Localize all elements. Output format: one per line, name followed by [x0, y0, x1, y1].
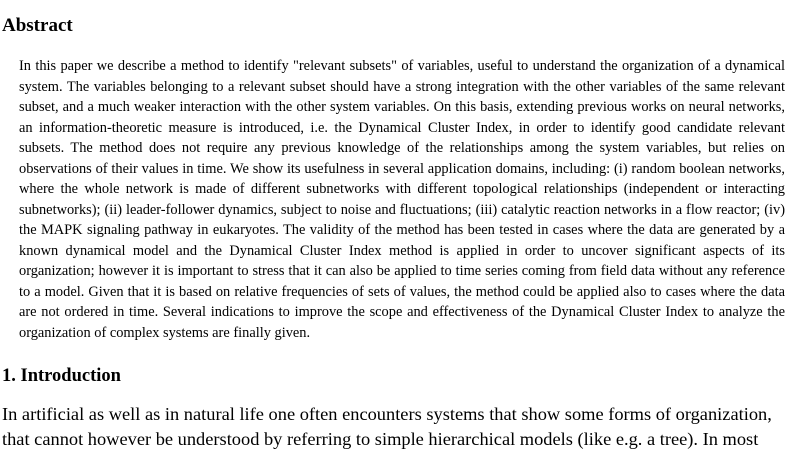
introduction-line: In artificial as well as in natural life one often encounters systems that show some forms of organization,	[2, 404, 772, 424]
introduction-heading: 1. Introduction	[2, 366, 121, 386]
introduction-line: that cannot however be understood by referring to simple hierarchical models (like e.g. a tree). In most	[2, 429, 759, 449]
abstract-text: In this paper we describe a method to identify "relevant subsets" of variables, useful to understand the organization of a dynamical system. The variables belonging to a relevant subset should have a strong integration with the other variables of the same relevant subset, and a much weaker interaction with the other system variables. On this basis, extending previous works on neural networks, an information-theoretic measure is introduced, i.e. the Dynamical Cluster Index, in order to identify good candidate relevant subsets. The method does not require any previous knowledge of the relationships among the system variables, but relies on observations of their values in time. We show its usefulness in several application domains, including: (i) random boolean networks, where the whole network is made of different subnetworks with different topological relationships (independent or interacting subnetworks); (ii) leader-follower dynamics, subject to noise and fluctuations; (iii) catalytic reaction networks in a flow reactor; (iv) the MAPK signaling pathway in eukaryotes. The validity of the method has been tested in cases where the data are generated by a known dynamical model and the Dynamical Cluster Index method is applied in order to uncover significant aspects of its organization; however it is important to stress that it can also be applied to time series coming from field data without any reference to a model. Given that it is based on relative frequencies of sets of values, the method could be applied also to cases where the data are not ordered in time. Several indications to improve the scope and effectiveness of the Dynamical Cluster Index to analyze the organization of complex systems are finally given.	[19, 58, 785, 341]
abstract-heading: Abstract	[2, 15, 73, 36]
introduction-text	[2, 402, 800, 450]
